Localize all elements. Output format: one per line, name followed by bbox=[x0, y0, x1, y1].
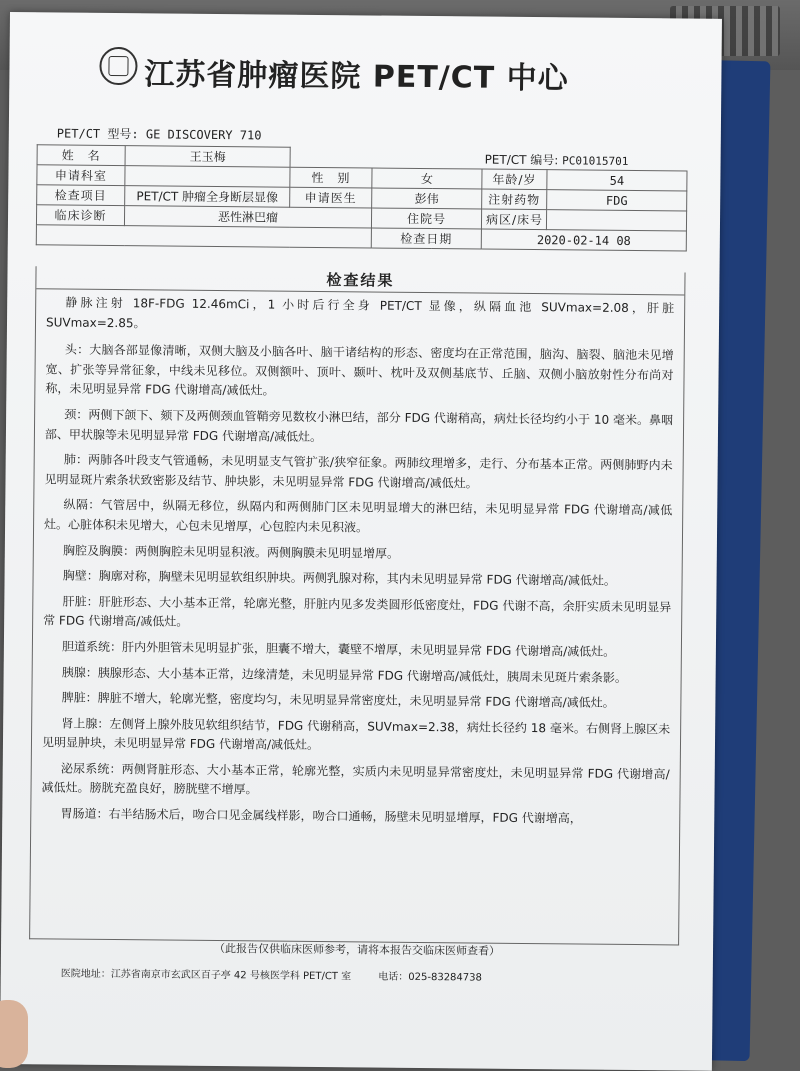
inpatient-label: 住院号 bbox=[371, 208, 481, 229]
model-label: PET/CT 型号: bbox=[56, 126, 139, 142]
result-head: 头：大脑各部显像清晰，双侧大脑及小脑各叶、脑干诸结构的形态、密度均在正常范围，脑沟、脑裂、脑池未见增宽、扩张等异常征象，中线未见移位。双侧额叶、顶叶、颞叶、枕叶及双侧基底节、丘脑、双侧小脑放射性分布尚对称，未见明显异常 FDG 代谢增高/减低灶。 bbox=[45, 342, 674, 398]
ct-no-value: PC01015701 bbox=[562, 154, 629, 168]
date-label: 检查日期 bbox=[371, 228, 481, 249]
exam-value: PET/CT 肿瘤全身断层显像 bbox=[125, 186, 290, 208]
hospital-contact bbox=[61, 965, 482, 984]
dept-label: 申请科室 bbox=[37, 165, 125, 186]
report-sheet bbox=[0, 12, 722, 1071]
doctor-value: 彭伟 bbox=[372, 188, 482, 209]
report-disclaimer: （此报告仅供临床医师参考，请将本报告交临床医师查看） bbox=[213, 942, 501, 958]
hospital-address: 医院地址：江苏省南京市玄武区百子亭 42 号核医学科 PET/CT 室 bbox=[60, 968, 352, 983]
result-intro: 静脉注射 18F-FDG 12.46mCi，1 小时后行全身 PET/CT 显像，纵隔血池 SUVmax=2.08，肝脏 SUVmax=2.85。 bbox=[45, 295, 675, 330]
result-gi-tract: 胃肠道：右半结肠术后，吻合口见金属线样影，吻合口通畅，肠壁未见明显增厚，FDG 代谢增高， bbox=[60, 806, 582, 826]
diagnosis-value: 恶性淋巴瘤 bbox=[124, 206, 371, 228]
gender-label: 性 别 bbox=[290, 167, 372, 188]
result-lung: 肺：两肺各叶段支气管通畅，未见明显支气管扩张/狭窄征象。两肺纹理增多，走行、分布基本正常。两侧肺野内未见明显斑片索条状致密影及结节、肿块影，未见明显异常 FDG 代谢增高/减低灶。 bbox=[44, 452, 673, 491]
results-title: 检查结果 bbox=[36, 266, 684, 295]
ward-value bbox=[546, 210, 686, 231]
gender-value: 女 bbox=[372, 168, 482, 189]
drug-label: 注射药物 bbox=[482, 189, 547, 210]
logo-emblem bbox=[108, 56, 128, 76]
result-spleen: 脾脏：脾脏不增大，轮廓光整，密度均匀，未见明显异常密度灶，未见明显异常 FDG 代谢增高/减低灶。 bbox=[61, 690, 615, 710]
name-label: 姓 名 bbox=[37, 145, 125, 166]
name-value: 王玉梅 bbox=[125, 146, 290, 168]
ct-no-label: PET/CT 编号: bbox=[484, 152, 559, 168]
date-spacer bbox=[36, 225, 371, 248]
drug-value: FDG bbox=[547, 190, 687, 211]
exam-label: 检查项目 bbox=[37, 185, 125, 206]
holding-finger bbox=[0, 1000, 28, 1068]
result-mediastinum: 纵隔：气管居中，纵隔无移位，纵隔内和两侧肺门区未见明显增大的淋巴结，未见明显异常 FDG 代谢增高/减低灶。心脏体积未见增大，心包未见增厚，心包腔内未见积液。 bbox=[44, 497, 673, 535]
model-value: GE DISCOVERY 710 bbox=[145, 127, 262, 143]
doctor-label: 申请医生 bbox=[290, 187, 372, 208]
result-urinary: 泌尿系统：两侧肾脏形态、大小基本正常，轮廓光整，实质内未见明显异常密度灶，未见明显异常 FDG 代谢增高/减低灶。膀胱充盈良好，膀胱壁不增厚。 bbox=[41, 761, 670, 797]
report-title: 江苏省肿瘤医院 PET/CT 中心 bbox=[144, 57, 569, 97]
diagnosis-label: 临床诊断 bbox=[36, 205, 124, 226]
patient-info-table bbox=[36, 144, 688, 251]
result-chest-wall: 胸壁：胸廓对称，胸壁未见明显软组织肿块。两侧乳腺对称，其内未见明显异常 FDG 代谢增高/减低灶。 bbox=[62, 568, 616, 588]
scanner-model-line bbox=[57, 124, 262, 143]
result-neck: 颈：两侧下颌下、颏下及两侧颈血管鞘旁见数枚小淋巴结，部分 FDG 代谢稍高，病灶长径均约小于 10 毫米。鼻咽部、甲状腺等未见明显异常 FDG 代谢增高/减低灶。 bbox=[44, 407, 674, 444]
result-biliary: 胆道系统：肝内外胆管未见明显扩张，胆囊不增大，囊壁不增厚，未见明显异常 FDG 代谢增高/减低灶。 bbox=[62, 639, 616, 659]
hospital-phone: 电话：025-83284738 bbox=[378, 971, 482, 984]
age-value: 54 bbox=[547, 170, 687, 191]
ward-label: 病区/床号 bbox=[481, 209, 546, 230]
results-section bbox=[29, 266, 685, 945]
hospital-logo-icon bbox=[99, 47, 137, 85]
age-label: 年龄/岁 bbox=[482, 169, 547, 190]
dept-value bbox=[125, 166, 290, 188]
result-liver: 肝脏：肝脏形态、大小基本正常，轮廓光整，肝脏内见多发类圆形低密度灶，FDG 代谢不高，余肝实质未见明显异常 FDG 代谢增高/减低灶。 bbox=[43, 594, 672, 630]
date-value: 2020-02-14 08 bbox=[481, 229, 686, 251]
results-body bbox=[31, 289, 684, 830]
result-adrenal: 肾上腺：左侧肾上腺外肢见软组织结节，FDG 代谢稍高，SUVmax=2.38，病灶长径约 18 毫米。右侧肾上腺区未见明显肿块，未见明显异常 FDG 代谢增高/减低灶。 bbox=[41, 716, 671, 753]
result-pleura: 胸腔及胸膜：两侧胸腔未见明显积液。两侧胸膜未见明显增厚。 bbox=[62, 543, 400, 561]
result-pancreas: 胰腺：胰腺形态、大小基本正常，边缘清楚，未见明显异常 FDG 代谢增高/减低灶，胰周未见斑片索条影。 bbox=[61, 665, 628, 685]
